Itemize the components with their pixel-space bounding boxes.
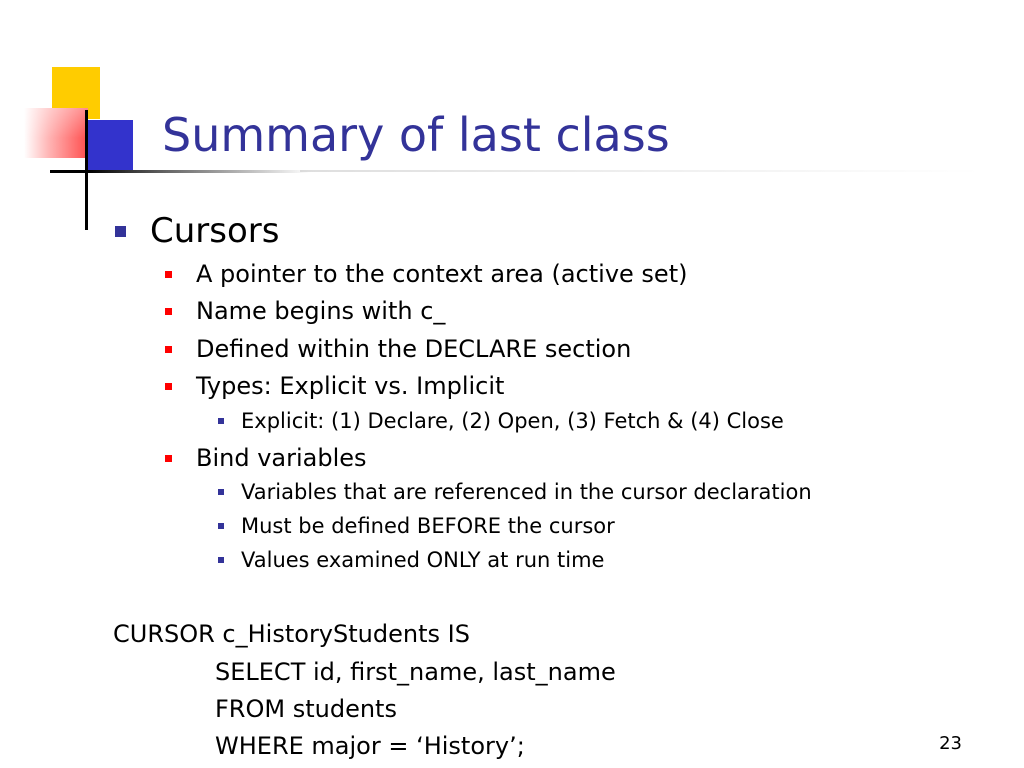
bullet-square-icon (165, 383, 172, 390)
bullet-level3 (218, 409, 784, 433)
code-line: WHERE major = ‘History’; (215, 732, 525, 760)
bullet-level2 (165, 260, 687, 288)
bullet-square-icon (218, 489, 224, 495)
bullet-level1 (115, 211, 279, 251)
slide-title: Summary of last class (162, 108, 670, 162)
code-line: SELECT id, first_name, last_name (215, 658, 616, 686)
bullet-text: Cursors (150, 211, 280, 251)
bullet-square-icon (115, 226, 126, 237)
bullet-square-icon (218, 418, 224, 424)
bullet-text: Explicit: (1) Declare, (2) Open, (3) Fetch & (4) Close (241, 409, 784, 433)
bullet-text: Defined within the DECLARE section (196, 335, 632, 363)
bullet-square-icon (218, 557, 224, 563)
bullet-text: Name begins with c_ (196, 297, 446, 325)
bullet-text: Variables that are referenced in the cursor declaration (241, 480, 812, 504)
bullet-square-icon (165, 346, 172, 353)
bullet-text: Types: Explicit vs. Implicit (196, 372, 505, 400)
bullet-text: Values examined ONLY at run time (241, 548, 605, 572)
bullet-square-icon (165, 455, 172, 462)
code-line: CURSOR c_HistoryStudents IS (113, 620, 470, 648)
bullet-level2 (165, 335, 631, 363)
bullet-level3 (218, 548, 604, 572)
bullet-level3 (218, 514, 615, 538)
bullet-level3 (218, 480, 812, 504)
bullet-level2 (165, 372, 504, 400)
bullet-level2 (165, 444, 367, 472)
code-line: FROM students (215, 695, 397, 723)
bullet-square-icon (165, 308, 172, 315)
bullet-square-icon (165, 271, 172, 278)
bullet-text: A pointer to the context area (active set) (196, 260, 688, 288)
page-number: 23 (939, 733, 962, 754)
bullet-text: Bind variables (196, 444, 367, 472)
bullet-square-icon (218, 523, 224, 529)
bullet-level2 (165, 297, 445, 325)
bullet-text: Must be defined BEFORE the cursor (241, 514, 615, 538)
